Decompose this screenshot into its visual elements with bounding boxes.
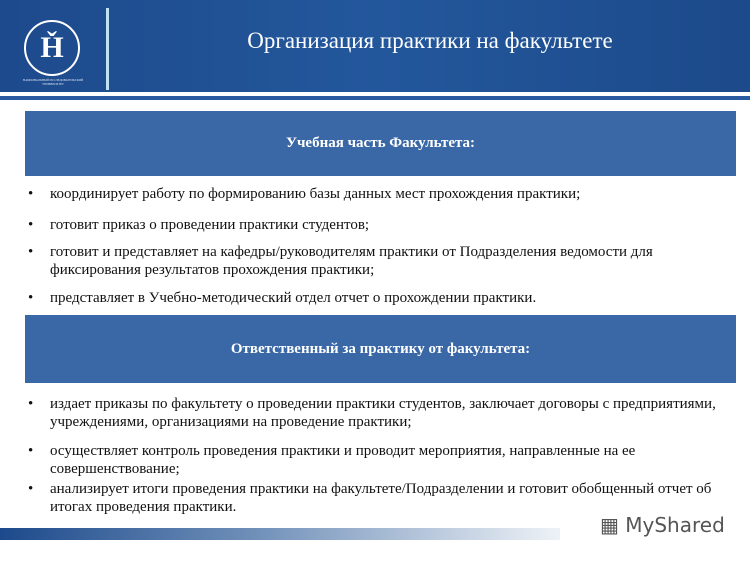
section1-heading: Учебная часть Факультета: (25, 111, 736, 176)
divider (0, 96, 750, 100)
section2-list (28, 395, 728, 523)
list-item: • осуществляет контроль проведения практики и проводит мероприятия, направленные на ее совершенствование; (28, 442, 728, 478)
logo-caption: НАЦИОНАЛЬНЫЙ ИССЛЕДОВАТЕЛЬСКИЙ УНИВЕРСИТЕТ (22, 78, 84, 86)
divider (106, 8, 109, 90)
list-item: • координирует работу по формированию базы данных мест прохождения практики; (28, 185, 728, 203)
list-item: • готовит приказ о проведении практики студентов; (28, 216, 728, 234)
list-item: • представляет в Учебно-методический отдел отчет о прохождении практики. (28, 289, 728, 307)
list-item: • анализирует итоги проведения практики на факультете/Подразделении и готовит обобщенный отчет об итогах проведения практики. (28, 480, 728, 516)
list-item: • издает приказы по факультету о проведении практики студентов, заключает договоры с предприятиями, учреждениями, организациями на проведение практики; (28, 395, 728, 431)
page-title: Организация практики на факультете (247, 28, 613, 53)
watermark: ▦ MyShared (600, 513, 725, 537)
university-logo: Ȟ (24, 20, 80, 76)
footer-bar (0, 528, 560, 540)
presentation-icon: ▦ (600, 513, 626, 537)
section1-list (28, 185, 728, 314)
section2-heading: Ответственный за практику от факультета: (25, 315, 736, 383)
list-item: • готовит и представляет на кафедры/руководителям практики от Подразделения ведомости для фиксирования результатов прохождения практики; (28, 243, 728, 279)
